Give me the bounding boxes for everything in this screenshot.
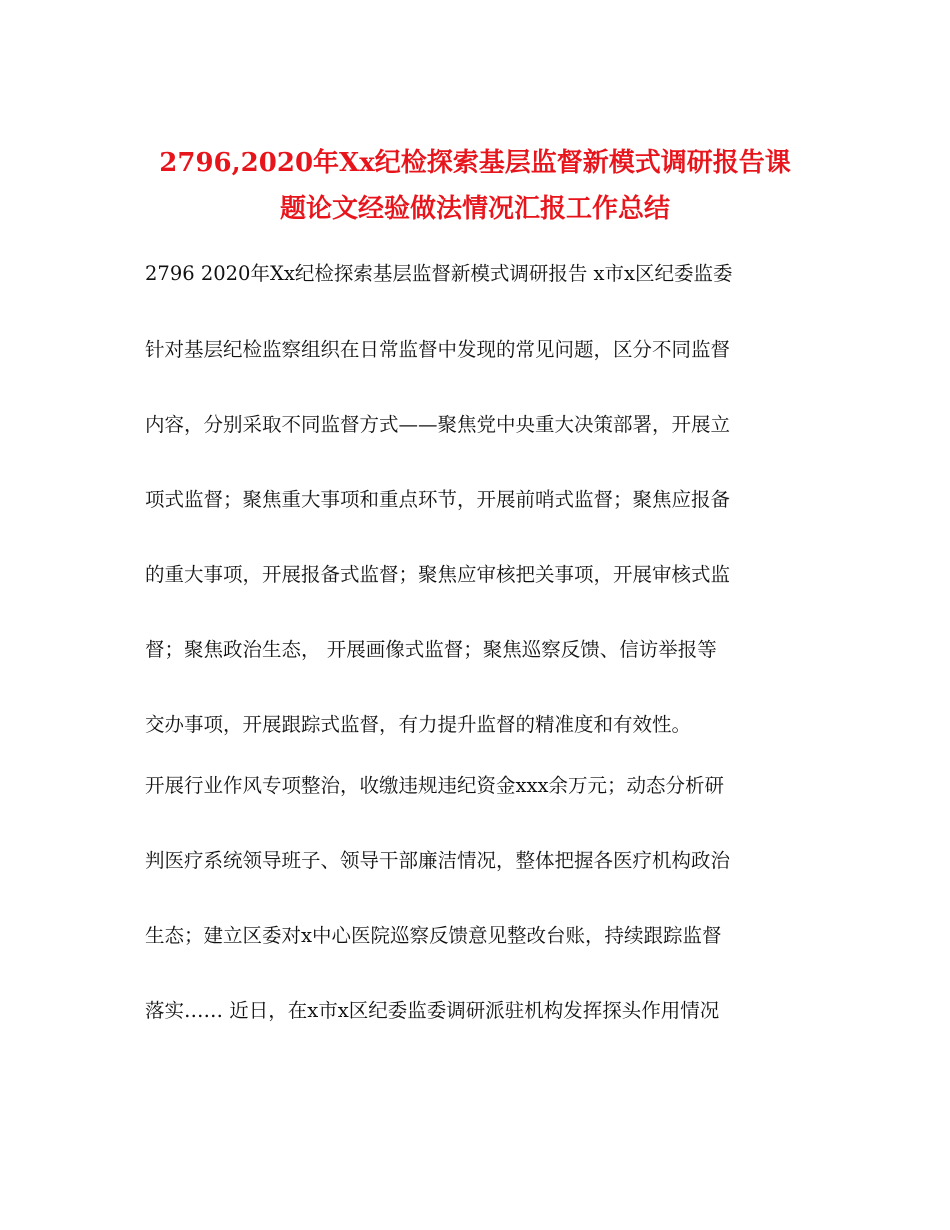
paragraph-2-line-4: 落实…… 近日，在x市x区纪委监委调研派驻机构发挥探头作用情况 (145, 999, 720, 1022)
paragraph-2-line-3: 生态；建立区委对x中心医院巡察反馈意见整改台账，持续跟踪监督 (145, 924, 722, 947)
paragraph-1-line-6: 督；聚焦政治生态， 开展画像式监督；聚焦巡察反馈、信访举报等 (145, 638, 717, 661)
paragraph-1-line-1: 2796 2020年Xx纪检探索基层监督新模式调研报告 x市x区纪委监委 (145, 262, 733, 285)
title-line-2: 题论文经验做法情况汇报工作总结 (279, 194, 670, 224)
paragraph-1-line-5: 的重大事项，开展报备式监督；聚焦应审核把关事项，开展审核式监 (145, 563, 731, 586)
document-title (130, 140, 820, 232)
paragraph-1-line-4: 项式监督；聚焦重大事项和重点环节，开展前哨式监督；聚焦应报备 (145, 488, 731, 511)
paragraph-2-line-1: 开展行业作风专项整治，收缴违规违纪资金xxx余万元；动态分析研 (145, 774, 724, 797)
paragraph-1-line-2: 针对基层纪检监察组织在日常监督中发现的常见问题，区分不同监督 (145, 338, 731, 361)
paragraph-2-line-2: 判医疗系统领导班子、领导干部廉洁情况，整体把握各医疗机构政治 (145, 849, 731, 872)
paragraph-1-line-7: 交办事项，开展跟踪式监督，有力提升监督的精准度和有效性。 (145, 713, 692, 736)
paragraph-1-line-3: 内容，分别采取不同监督方式——聚焦党中央重大决策部署，开展立 (145, 413, 731, 436)
title-line-1: 2796,2020年Xx纪检探索基层监督新模式调研报告课 (159, 148, 791, 178)
